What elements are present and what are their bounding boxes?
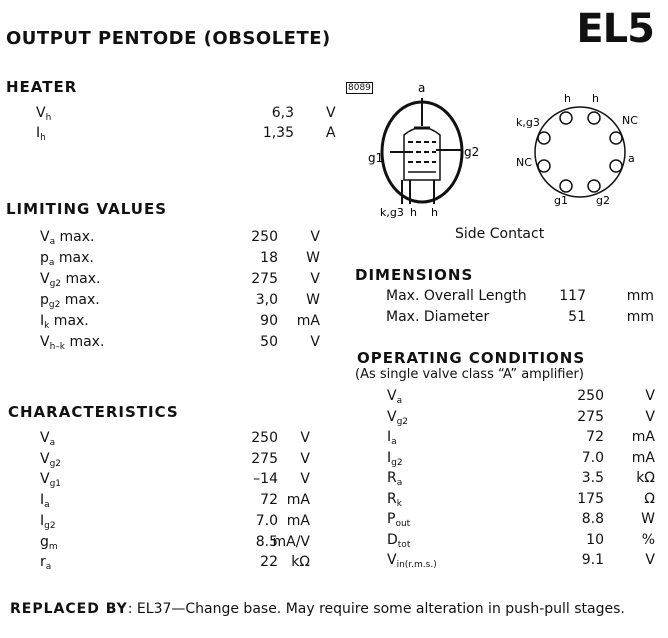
heater-heading: HEATER [6, 78, 78, 96]
param-value: 51 [568, 309, 586, 325]
tube-type: EL5 [576, 6, 654, 52]
param-unit: V [645, 388, 655, 404]
param-unit: W [306, 292, 320, 308]
param-symbol: $V_{h-k}$ max. [40, 334, 105, 352]
param-symbol: $p_a$ max. [40, 250, 94, 268]
characteristics-row [40, 513, 310, 533]
base-label-kg3: k,g3 [516, 116, 540, 129]
param-symbol: $P_{out}$ [387, 511, 411, 529]
param-value: 7.0 [581, 449, 604, 466]
param-symbol: Max. Diameter [386, 309, 490, 325]
param-symbol: $V_{g2}$ [387, 408, 409, 427]
base-label-a: a [628, 152, 635, 165]
param-unit: kΩ [636, 470, 655, 486]
param-value: 275 [251, 450, 278, 467]
limiting-row [40, 229, 320, 249]
limiting-heading: LIMITING VALUES [6, 200, 168, 218]
param-value: 1,35 [262, 125, 294, 141]
param-symbol: $V_{g2}$ max. [40, 271, 101, 289]
param-symbol: $V_a$ [40, 430, 56, 448]
param-value: 250 [577, 388, 604, 404]
param-unit: A [326, 125, 336, 141]
param-unit: V [310, 229, 320, 245]
param-value: 6,3 [271, 105, 294, 121]
characteristics-row [40, 554, 310, 574]
operating-row [387, 552, 655, 572]
param-unit: V [645, 408, 655, 425]
param-value: 3.5 [581, 470, 604, 486]
param-unit: mA/V [272, 533, 310, 550]
operating-row [387, 429, 655, 449]
characteristics-row [40, 430, 310, 450]
param-value: 72 [586, 429, 604, 445]
param-symbol: $r_a$ [40, 554, 52, 573]
operating-row [387, 532, 655, 552]
diagram-badge: 8089 [348, 83, 371, 93]
param-unit: V [326, 105, 336, 121]
limiting-row [40, 292, 320, 312]
page-title: OUTPUT PENTODE (OBSOLETE) [6, 28, 331, 49]
param-unit: V [300, 471, 310, 488]
side-contact-tube [382, 98, 462, 204]
characteristics-heading: CHARACTERISTICS [8, 403, 179, 421]
param-value: 72 [260, 492, 278, 509]
param-symbol: $R_k$ [387, 490, 402, 509]
param-unit: mA [296, 313, 320, 329]
param-symbol: $I_h$ [36, 125, 46, 143]
heater-row [36, 105, 336, 125]
param-value: 175 [577, 490, 604, 507]
param-symbol: $I_a$ [40, 492, 50, 511]
param-symbol: $V_a$ [387, 388, 403, 406]
param-symbol: $V_h$ [36, 105, 52, 123]
param-symbol: $I_{g2}$ [40, 512, 56, 531]
param-unit: mA [286, 512, 310, 529]
replaced-by-label: REPLACED BY [10, 601, 128, 617]
param-unit: % [641, 531, 655, 548]
pin-diagram [340, 80, 660, 225]
param-unit: W [306, 250, 320, 266]
param-value: 117 [559, 288, 586, 304]
operating-row [387, 511, 655, 531]
param-symbol: $I_k$ max. [40, 313, 89, 331]
param-unit: V [310, 334, 320, 350]
base-label-g2: g2 [596, 194, 610, 207]
param-unit: mm [626, 309, 654, 325]
limiting-row [40, 334, 320, 354]
param-unit: mA [631, 429, 655, 445]
param-symbol: $D_{tot}$ [387, 531, 411, 550]
param-unit: mm [626, 288, 654, 304]
param-value: –14 [253, 471, 278, 488]
param-unit: Ω [644, 490, 655, 507]
replaced-by-text: : EL37—Change base. May require some alteration in push-pull stages. [127, 601, 625, 617]
param-unit: V [300, 430, 310, 446]
param-symbol: $p_{g2}$ max. [40, 292, 100, 310]
replaced-by [10, 601, 625, 617]
base-label-h2: h [592, 92, 599, 105]
pin-label-h1: h [410, 206, 417, 219]
param-value: 8.5 [255, 533, 278, 550]
diagram-caption: Side Contact [455, 226, 545, 242]
base-label-nc1: NC [622, 114, 638, 127]
param-value: 250 [251, 430, 278, 446]
param-symbol: $I_a$ [387, 429, 397, 447]
dimensions-row [386, 288, 654, 308]
pin-label-g1: g1 [368, 151, 384, 165]
param-value: 275 [577, 408, 604, 425]
characteristics-row [40, 471, 310, 491]
param-symbol: $V_a$ max. [40, 229, 95, 247]
base-label-nc2: NC [516, 156, 532, 169]
param-symbol: $V_{g2}$ [40, 450, 62, 469]
base-label-g1: g1 [554, 194, 568, 207]
param-value: 250 [251, 229, 278, 245]
param-value: 50 [260, 334, 278, 350]
param-symbol: $R_a$ [387, 470, 403, 488]
param-symbol: $V_{in(r.m.s.)}$ [387, 552, 437, 570]
limiting-row [40, 313, 320, 333]
pin-label-h2: h [431, 206, 438, 219]
param-symbol: $V_{g1}$ [40, 471, 62, 490]
param-value: 8.8 [581, 511, 604, 527]
param-symbol: Max. Overall Length [386, 288, 527, 304]
param-value: 90 [260, 313, 278, 329]
characteristics-row [40, 534, 310, 554]
param-value: 10 [586, 531, 604, 548]
param-value: 9.1 [581, 552, 604, 568]
operating-row [387, 388, 655, 408]
param-value: 22 [260, 554, 278, 571]
pin-label-g2: g2 [464, 145, 480, 159]
limiting-row [40, 250, 320, 270]
param-value: 3,0 [255, 292, 278, 308]
param-unit: mA [286, 492, 310, 509]
pin-label-kg3: k,g3 [380, 206, 404, 219]
param-unit: V [300, 450, 310, 467]
dimensions-row [386, 309, 654, 329]
param-value: 275 [251, 271, 278, 287]
param-unit: kΩ [291, 554, 310, 571]
operating-row [387, 470, 655, 490]
param-value: 7.0 [255, 512, 278, 529]
param-unit: mA [631, 449, 655, 466]
operating-row [387, 409, 655, 429]
characteristics-row [40, 492, 310, 512]
param-unit: V [645, 552, 655, 568]
operating-row [387, 491, 655, 511]
characteristics-row [40, 451, 310, 471]
operating-note: (As single valve class “A” amplifier) [355, 367, 584, 382]
param-symbol: $I_{g2}$ [387, 449, 403, 468]
base-label-h1: h [564, 92, 571, 105]
limiting-row [40, 271, 320, 291]
dimensions-heading: DIMENSIONS [355, 266, 474, 284]
param-symbol: $g_m$ [40, 533, 58, 552]
param-unit: V [310, 271, 320, 287]
heater-row [36, 125, 336, 145]
pin-label-a: a [418, 81, 426, 95]
operating-row [387, 450, 655, 470]
param-value: 18 [260, 250, 278, 266]
base-view [535, 107, 625, 197]
param-unit: W [641, 511, 655, 527]
operating-heading: OPERATING CONDITIONS [357, 349, 586, 367]
